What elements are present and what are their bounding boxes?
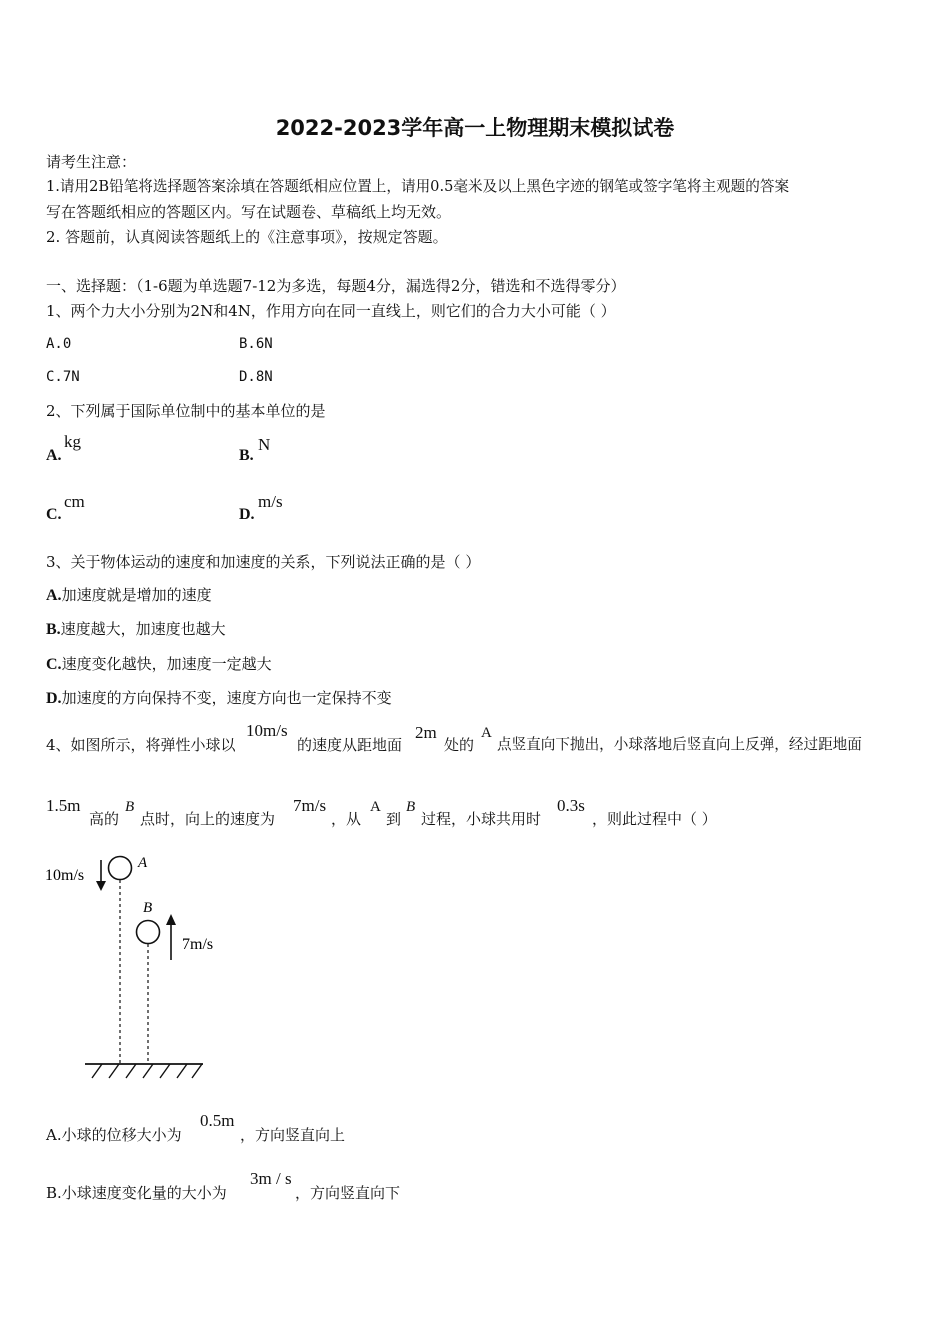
notice-line-2: 2. 答题前，认真阅读答题纸上的《注意事项》，按规定答题。 [46, 228, 448, 246]
figure-speed-down-label: 10m/s [45, 867, 85, 884]
q4-point-b: B [125, 799, 135, 815]
q1-option-b: B.6N [239, 336, 273, 352]
q2-option-b: N [258, 435, 271, 454]
q4-text-2a: 高的 [89, 810, 120, 828]
q3-option-a [46, 585, 212, 605]
page-title: 2022-2023学年高一上物理期末模拟试卷 [275, 116, 675, 140]
q2-option-c: cm [64, 492, 85, 511]
q3-text-a: 加速度就是增加的速度 [61, 586, 212, 604]
q3-text-d: 加速度的方向保持不变，速度方向也一定保持不变 [61, 689, 392, 707]
q3-option-b [46, 619, 226, 639]
question-1-stem: 1、两个力大小分别为2N和4N，作用方向在同一直线上，则它们的合力大小可能（ ） [46, 302, 616, 320]
q2-label-b: B. [239, 447, 254, 464]
figure-speed-up-label: 7m/s [182, 936, 214, 953]
q1-option-d: D.8N [239, 369, 273, 385]
figure-ground-hatch [92, 1064, 202, 1078]
q4-text-2d: 到 [386, 810, 402, 828]
q4-speed-initial: 10m/s [246, 721, 288, 740]
section-heading: 一、选择题：（1-6题为单选题7-12为多选，每题4分，漏选得2分，错选和不选得零分） [46, 277, 626, 295]
q3-option-d [46, 688, 392, 708]
notice-line-1a: 1.请用2B铅笔将选择题答案涂填在答题纸相应位置上，请用0.5毫米及以上黑色字迹的钢笔或签字笔将主观题的答案 [46, 178, 790, 195]
q4-text-1b: 的速度从距地面 [297, 736, 403, 754]
q4-to-b: B [406, 799, 416, 815]
q4-height-a: 2m [415, 723, 437, 742]
q4-option-a-value: 0.5m [200, 1111, 235, 1130]
q4-option-a-text: A.小球的位移大小为 [46, 1126, 182, 1144]
q2-label-d: D. [239, 506, 255, 523]
q4-text-2e: 过程，小球共用时 [421, 810, 542, 828]
question-2-stem: 2、下列属于国际单位制中的基本单位的是 [46, 402, 326, 420]
figure-arrow-down-head [96, 881, 106, 891]
q3-label-b: B. [46, 621, 61, 638]
figure-arrow-up-head [166, 914, 176, 925]
q4-text-2f: ，则此过程中（ ） [592, 810, 717, 828]
q3-text-c: 速度变化越快，加速度一定越大 [61, 655, 272, 673]
q3-option-c [46, 654, 272, 674]
q3-label-a: A. [46, 587, 62, 604]
figure-ball-a [109, 857, 132, 880]
q4-option-b-text: B.小球速度变化量的大小为 [46, 1184, 227, 1202]
q4-option-b-value: 3m / s [250, 1169, 292, 1188]
figure-label-b: B [143, 900, 153, 916]
q1-option-c: C.7N [46, 369, 80, 385]
q4-height-b: 1.5m [46, 796, 81, 815]
notice-heading: 请考生注意： [46, 153, 137, 171]
q2-label-c: C. [46, 506, 62, 523]
q3-text-b: 速度越大，加速度也越大 [60, 620, 226, 638]
q2-option-d: m/s [258, 492, 283, 511]
q4-from-a: A [370, 799, 381, 815]
q2-option-a: kg [64, 432, 81, 451]
q4-text-2c: ，从 [331, 810, 362, 828]
q4-text-1d: 点竖直向下抛出，小球落地后竖直向上反弹，经过距地面 [497, 736, 862, 753]
figure-ball-b [137, 921, 160, 944]
question-3-stem: 3、关于物体运动的速度和加速度的关系，下列说法正确的是（ ） [46, 553, 481, 571]
q4-text-1a: 4、如图所示，将弹性小球以 [46, 736, 236, 754]
q4-figure [40, 845, 220, 1085]
q3-label-d: D. [46, 690, 62, 707]
q4-time: 0.3s [557, 796, 585, 815]
figure-label-a: A [138, 855, 148, 871]
q4-point-a: A [481, 725, 492, 741]
notice-line-1b: 写在答题纸相应的答题区内。写在试题卷、草稿纸上均无效。 [46, 203, 452, 221]
q4-option-a-direction: ，方向竖直向上 [240, 1126, 346, 1144]
q1-option-a: A.0 [46, 336, 72, 352]
q4-option-b-direction: ，方向竖直向下 [295, 1184, 401, 1202]
q2-label-a: A. [46, 447, 62, 464]
q4-text-1c: 处的 [444, 736, 475, 754]
q4-speed-b: 7m/s [293, 796, 327, 815]
q4-text-2b: 点时，向上的速度为 [140, 810, 276, 828]
q3-label-c: C. [46, 656, 62, 673]
